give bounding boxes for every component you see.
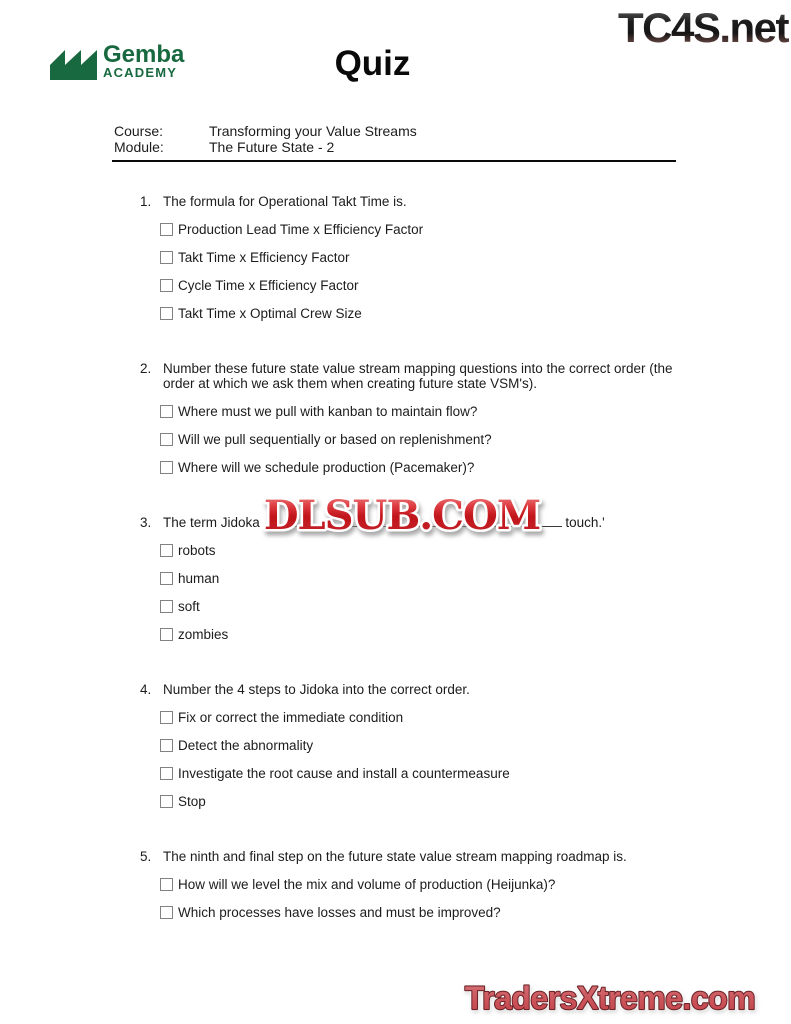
answer-checkbox[interactable]: [160, 572, 173, 585]
answer-label: Takt Time x Efficiency Factor: [178, 250, 350, 265]
question-text: Number the 4 steps to Jidoka into the correct order.: [163, 682, 470, 697]
module-row: [114, 139, 676, 155]
answer-label: soft: [178, 599, 200, 614]
answer-checkbox[interactable]: [160, 251, 173, 264]
answer-checkbox[interactable]: [160, 223, 173, 236]
answer-label: zombies: [178, 627, 229, 642]
answer-option: [160, 905, 685, 920]
question-text: The ninth and final step on the future state value stream mapping roadmap is.: [163, 849, 627, 864]
answer-label: human: [178, 571, 220, 586]
answer-label: Investigate the root cause and install a countermeasure: [178, 766, 510, 781]
answer-option: [160, 710, 685, 725]
course-header: [112, 123, 676, 162]
question: [140, 194, 685, 321]
answer-checkbox[interactable]: [160, 600, 173, 613]
answer-label: Where must we pull with kanban to maintain flow?: [178, 404, 478, 419]
question-number: 2.: [140, 361, 152, 376]
answer-checkbox[interactable]: [160, 795, 173, 808]
answer-option: [160, 306, 685, 321]
answer-label: Stop: [178, 794, 206, 809]
answer-label: Will we pull sequentially or based on replenishment?: [178, 432, 492, 447]
question-text-row: [140, 849, 685, 864]
answer-checkbox[interactable]: [160, 544, 173, 557]
question-number: 3.: [140, 515, 152, 530]
answer-checkbox[interactable]: [160, 878, 173, 891]
answer-label: How will we level the mix and volume of production (Heijunka)?: [178, 877, 556, 892]
module-label: Module:: [114, 139, 164, 155]
gemba-logo-name: Gemba: [103, 41, 185, 68]
question-text: The formula for Operational Takt Time is.: [163, 194, 407, 209]
question: [140, 361, 685, 475]
question-text-row: [140, 682, 685, 697]
answer-option: [160, 877, 685, 892]
tradersxtreme-watermark: [428, 972, 791, 1024]
page-title: Quiz: [334, 44, 411, 83]
answer-checkbox[interactable]: [160, 767, 173, 780]
question: [140, 849, 685, 920]
answer-option: [160, 250, 685, 265]
answer-option: [160, 738, 685, 753]
answer-checkbox[interactable]: [160, 461, 173, 474]
answer-option: [160, 278, 685, 293]
answer-option: [160, 404, 685, 419]
answer-option: [160, 599, 685, 614]
answer-label: Production Lead Time x Efficiency Factor: [178, 222, 424, 237]
answer-option: [160, 222, 685, 237]
question-number: 5.: [140, 849, 152, 864]
answer-label: Fix or correct the immediate condition: [178, 710, 404, 725]
gemba-logo-subtitle: ACADEMY: [103, 65, 178, 80]
answer-label: Where will we schedule production (Pacemaker)?: [178, 460, 475, 475]
question-text: Number these future state value stream mapping questions into the correct order (the order at which we ask them when creating future state VSM's).: [163, 361, 673, 391]
answer-label: Detect the abnormality: [178, 738, 314, 753]
answer-checkbox[interactable]: [160, 279, 173, 292]
answer-checkbox[interactable]: [160, 433, 173, 446]
answer-label: robots: [178, 543, 216, 558]
question-text: The term Jidoka touch.': [163, 515, 605, 530]
answer-checkbox[interactable]: [160, 711, 173, 724]
course-value: Transforming your Value Streams: [209, 123, 417, 139]
dlsub-watermark: [250, 484, 554, 546]
course-row: [114, 123, 676, 139]
question-text-row: [140, 194, 685, 209]
dlsub-watermark-text: DLSUB.COM: [263, 492, 541, 539]
answer-checkbox[interactable]: [160, 628, 173, 641]
answer-option: [160, 460, 685, 475]
answer-checkbox[interactable]: [160, 307, 173, 320]
questions: [140, 194, 685, 920]
course-label: Course:: [114, 123, 164, 139]
answer-label: Which processes have losses and must be improved?: [178, 905, 501, 920]
question-text-row: [140, 361, 685, 391]
answer-checkbox[interactable]: [160, 906, 173, 919]
question-number: 1.: [140, 194, 152, 209]
answer-option: [160, 794, 685, 809]
answer-option: [160, 627, 685, 642]
module-value: The Future State - 2: [209, 139, 335, 155]
answer-label: Takt Time x Optimal Crew Size: [178, 306, 362, 321]
answer-checkbox[interactable]: [160, 739, 173, 752]
tc4s-watermark-text: TC4S.net: [617, 4, 788, 51]
answer-label: Cycle Time x Efficiency Factor: [178, 278, 359, 293]
answer-option: [160, 432, 685, 447]
question: [140, 682, 685, 809]
answer-checkbox[interactable]: [160, 405, 173, 418]
question-number: 4.: [140, 682, 152, 697]
tradersxtreme-watermark-text: TradersXtreme.com: [464, 980, 756, 1016]
answer-option: [160, 766, 685, 781]
answer-option: [160, 571, 685, 586]
